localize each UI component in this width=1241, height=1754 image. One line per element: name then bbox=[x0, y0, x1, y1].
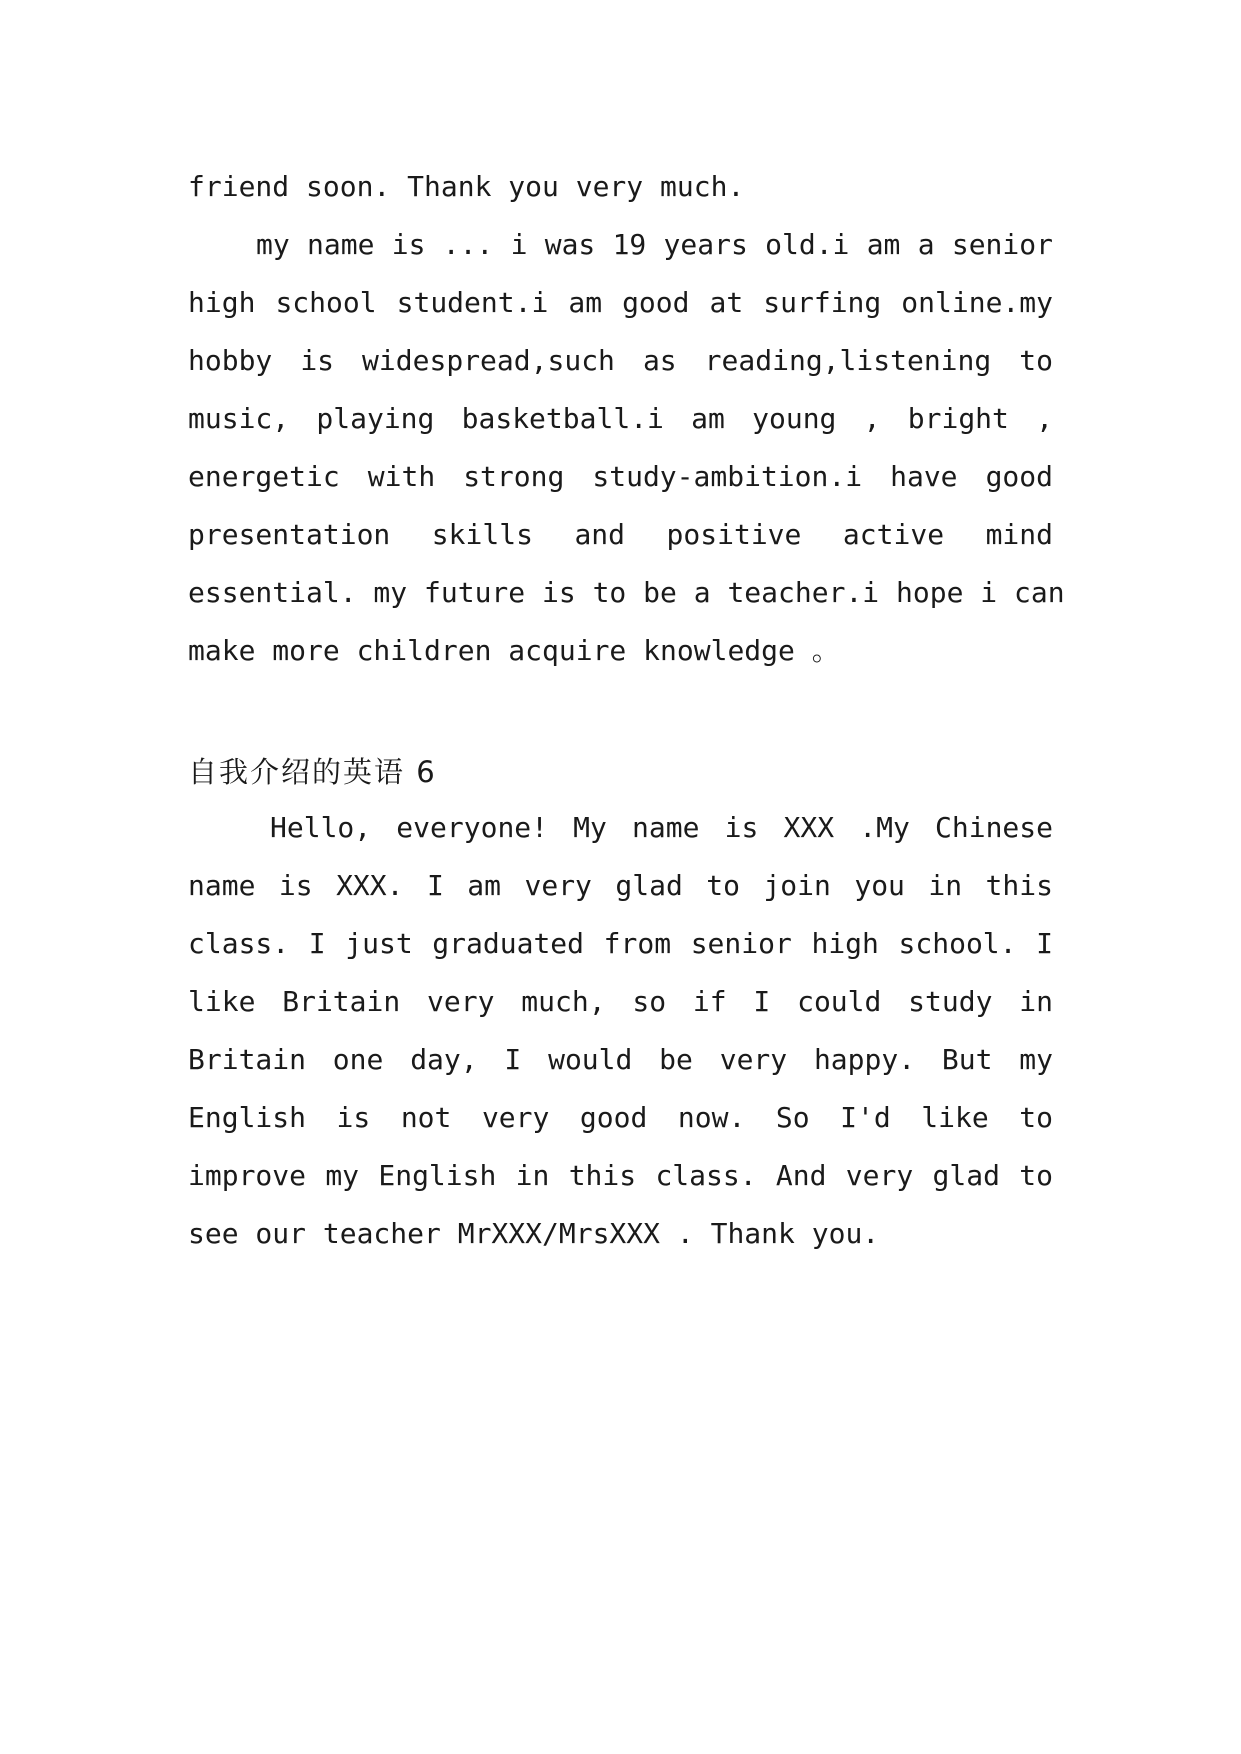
paragraph-line: make more children acquire knowledge 。 bbox=[188, 634, 840, 667]
paragraph-line: friend soon. Thank you very much. bbox=[188, 170, 745, 203]
paragraph-line: energetic with strong study-ambition.i have good bbox=[188, 460, 1053, 493]
paragraph-line: name is XXX. I am very glad to join you in this bbox=[188, 869, 1053, 902]
paragraph-line: like Britain very much, so if I could study in bbox=[188, 985, 1053, 1018]
paragraph-line: English is not very good now. So I'd like to bbox=[188, 1101, 1053, 1134]
paragraph-line: see our teacher MrXXX/MrsXXX . Thank you. bbox=[188, 1217, 880, 1250]
paragraph-line: improve my English in this class. And very glad to bbox=[188, 1159, 1053, 1192]
paragraph-line: Hello, everyone! My name is XXX .My Chinese bbox=[270, 811, 1053, 844]
paragraph-line: Britain one day, I would be very happy. But my bbox=[188, 1043, 1053, 1076]
paragraph-line: my name is ... i was 19 years old.i am a senior bbox=[256, 228, 1053, 261]
paragraph-line: hobby is widespread,such as reading,listening to bbox=[188, 344, 1053, 377]
paragraph-line: class. I just graduated from senior high school. I bbox=[188, 927, 1053, 960]
paragraph-line: high school student.i am good at surfing online.my bbox=[188, 286, 1053, 319]
section-heading: 自我介绍的英语 6 bbox=[188, 755, 437, 789]
paragraph-line: essential. my future is to be a teacher.i hope i can bbox=[188, 576, 1065, 609]
paragraph-line: music, playing basketball.i am young , bright , bbox=[188, 402, 1053, 435]
paragraph-line: presentation skills and positive active mind bbox=[188, 518, 1053, 551]
